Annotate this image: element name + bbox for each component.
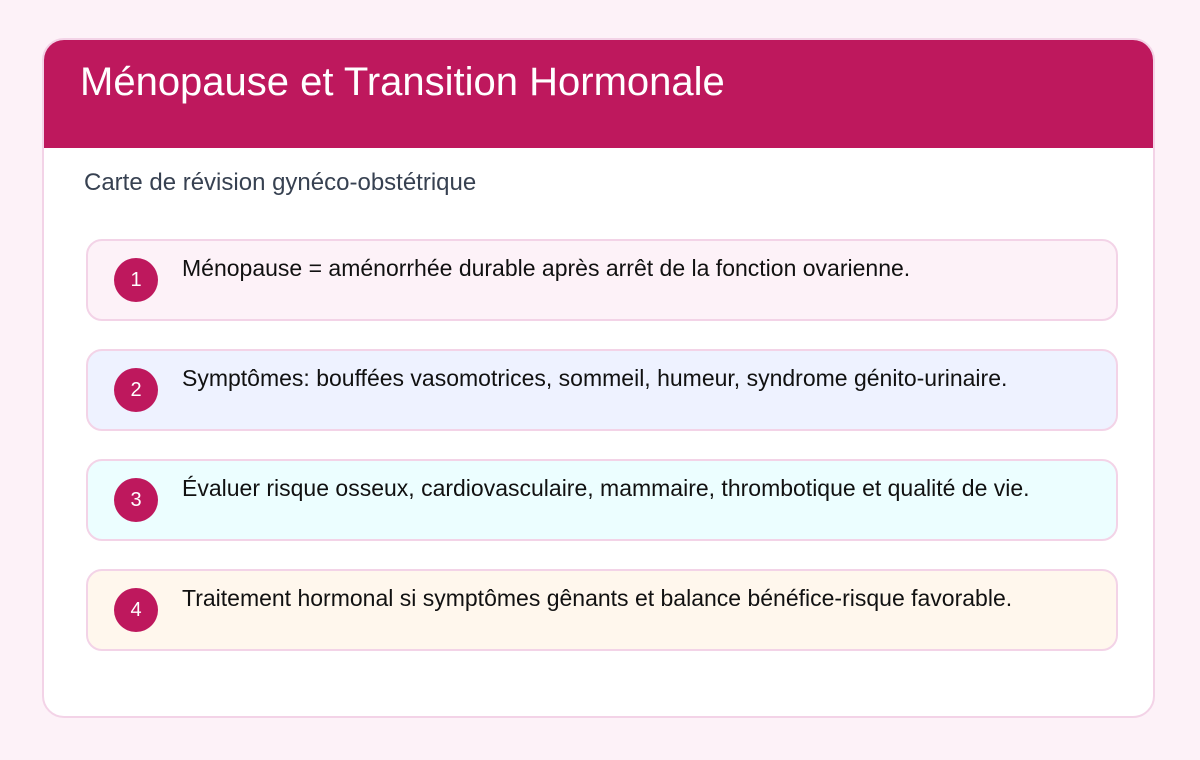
point-text: Ménopause = aménorrhée durable après arrêt de la fonction ovarienne.: [182, 255, 911, 281]
key-point-2: [86, 349, 1118, 431]
key-point-1: [86, 239, 1118, 321]
point-number-badge: 1: [114, 258, 158, 302]
card-title: Ménopause et Transition Hormonale: [80, 60, 725, 104]
revision-card: [42, 38, 1155, 718]
card-subtitle: Carte de révision gynéco-obstétrique: [84, 169, 477, 196]
key-points-list: [86, 239, 1118, 679]
point-number-badge: 3: [114, 478, 158, 522]
point-text: Évaluer risque osseux, cardiovasculaire, mammaire, thrombotique et qualité de vie.: [182, 475, 1030, 501]
point-number-badge: 2: [114, 368, 158, 412]
point-number-badge: 4: [114, 588, 158, 632]
key-point-3: [86, 459, 1118, 541]
point-text: Symptômes: bouffées vasomotrices, sommeil, humeur, syndrome génito-urinaire.: [182, 365, 1008, 391]
key-point-4: [86, 569, 1118, 651]
card-header: [44, 40, 1153, 148]
point-text: Traitement hormonal si symptômes gênants et balance bénéfice-risque favorable.: [182, 585, 1013, 611]
